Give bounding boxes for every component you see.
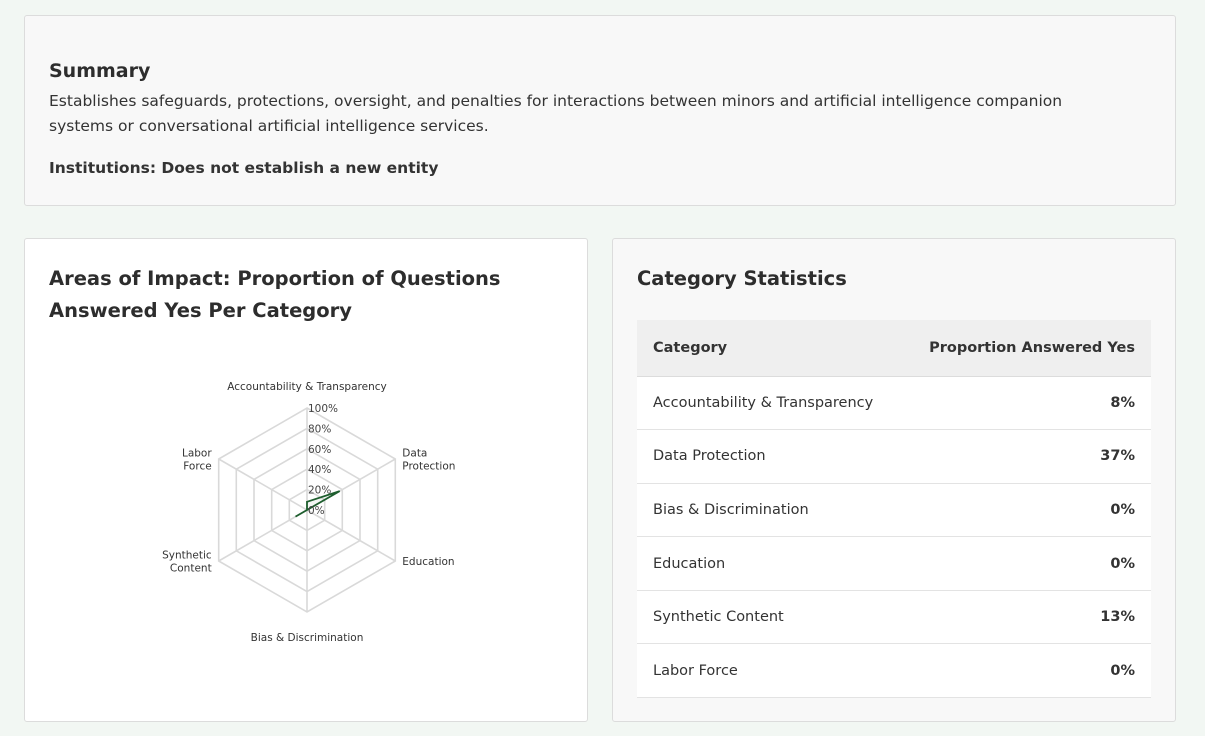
- radar-chart: [25, 239, 589, 723]
- radar-tick-label: 0%: [308, 505, 325, 517]
- category-statistics-table: [637, 320, 1151, 698]
- table-row: [637, 376, 1151, 430]
- row-category: Bias & Discrimination: [637, 483, 902, 537]
- radar-tick-label: 100%: [308, 403, 339, 415]
- row-category: Education: [637, 537, 902, 591]
- institutions-text: Institutions: Does not establish a new entity: [49, 159, 439, 177]
- row-category: Labor Force: [637, 644, 902, 698]
- stats-title: Category Statistics: [637, 267, 847, 290]
- radar-tick-label: 80%: [308, 423, 332, 436]
- row-category: Accountability & Transparency: [637, 376, 902, 430]
- radar-axis-label-bias: Bias & Discrimination: [250, 632, 364, 644]
- impact-chart-title: Areas of Impact: Proportion of Questions Answered Yes Per Category: [49, 267, 501, 322]
- summary-title: Summary: [49, 60, 151, 82]
- row-proportion: 8%: [902, 376, 1152, 430]
- summary-card: [24, 15, 1176, 206]
- radar-axis-label-labor: Labor Force: [181, 447, 212, 473]
- row-proportion: 0%: [902, 483, 1152, 537]
- row-proportion: 0%: [902, 644, 1152, 698]
- row-proportion: 0%: [902, 537, 1152, 591]
- radar-axis-label-data-protection: Data Protection: [402, 447, 456, 473]
- radar-axis-label-education: Education: [402, 556, 455, 568]
- radar-tick-label: 40%: [308, 464, 332, 477]
- radar-spoke-education: [307, 510, 395, 561]
- radar-tick-label: 60%: [308, 443, 332, 456]
- radar-spoke-labor: [219, 459, 307, 510]
- row-category: Synthetic Content: [637, 590, 902, 644]
- summary-text: Establishes safeguards, protections, oversight, and penalties for interactions between minors and artificial intelligence companion systems or conversational artificial intelligence services.: [49, 92, 1063, 135]
- table-row: [637, 644, 1151, 698]
- areas-of-impact-card: [24, 238, 588, 722]
- category-statistics-card: [612, 238, 1176, 722]
- table-row: [637, 483, 1151, 537]
- table-row: [637, 590, 1151, 644]
- table-row: [637, 537, 1151, 591]
- row-proportion: 37%: [902, 430, 1152, 484]
- radar-axis-label-accountability: Accountability & Transparency: [227, 381, 387, 393]
- header-proportion: Proportion Answered Yes: [902, 320, 1152, 376]
- row-proportion: 13%: [902, 590, 1152, 644]
- radar-spoke-synthetic: [219, 510, 307, 561]
- radar-tick-label: 20%: [308, 484, 332, 497]
- row-category: Data Protection: [637, 430, 902, 484]
- table-row: [637, 430, 1151, 484]
- radar-axis-label-synthetic: Synthetic Content: [162, 549, 212, 575]
- table-header-row: [637, 320, 1151, 376]
- header-category: Category: [637, 320, 902, 376]
